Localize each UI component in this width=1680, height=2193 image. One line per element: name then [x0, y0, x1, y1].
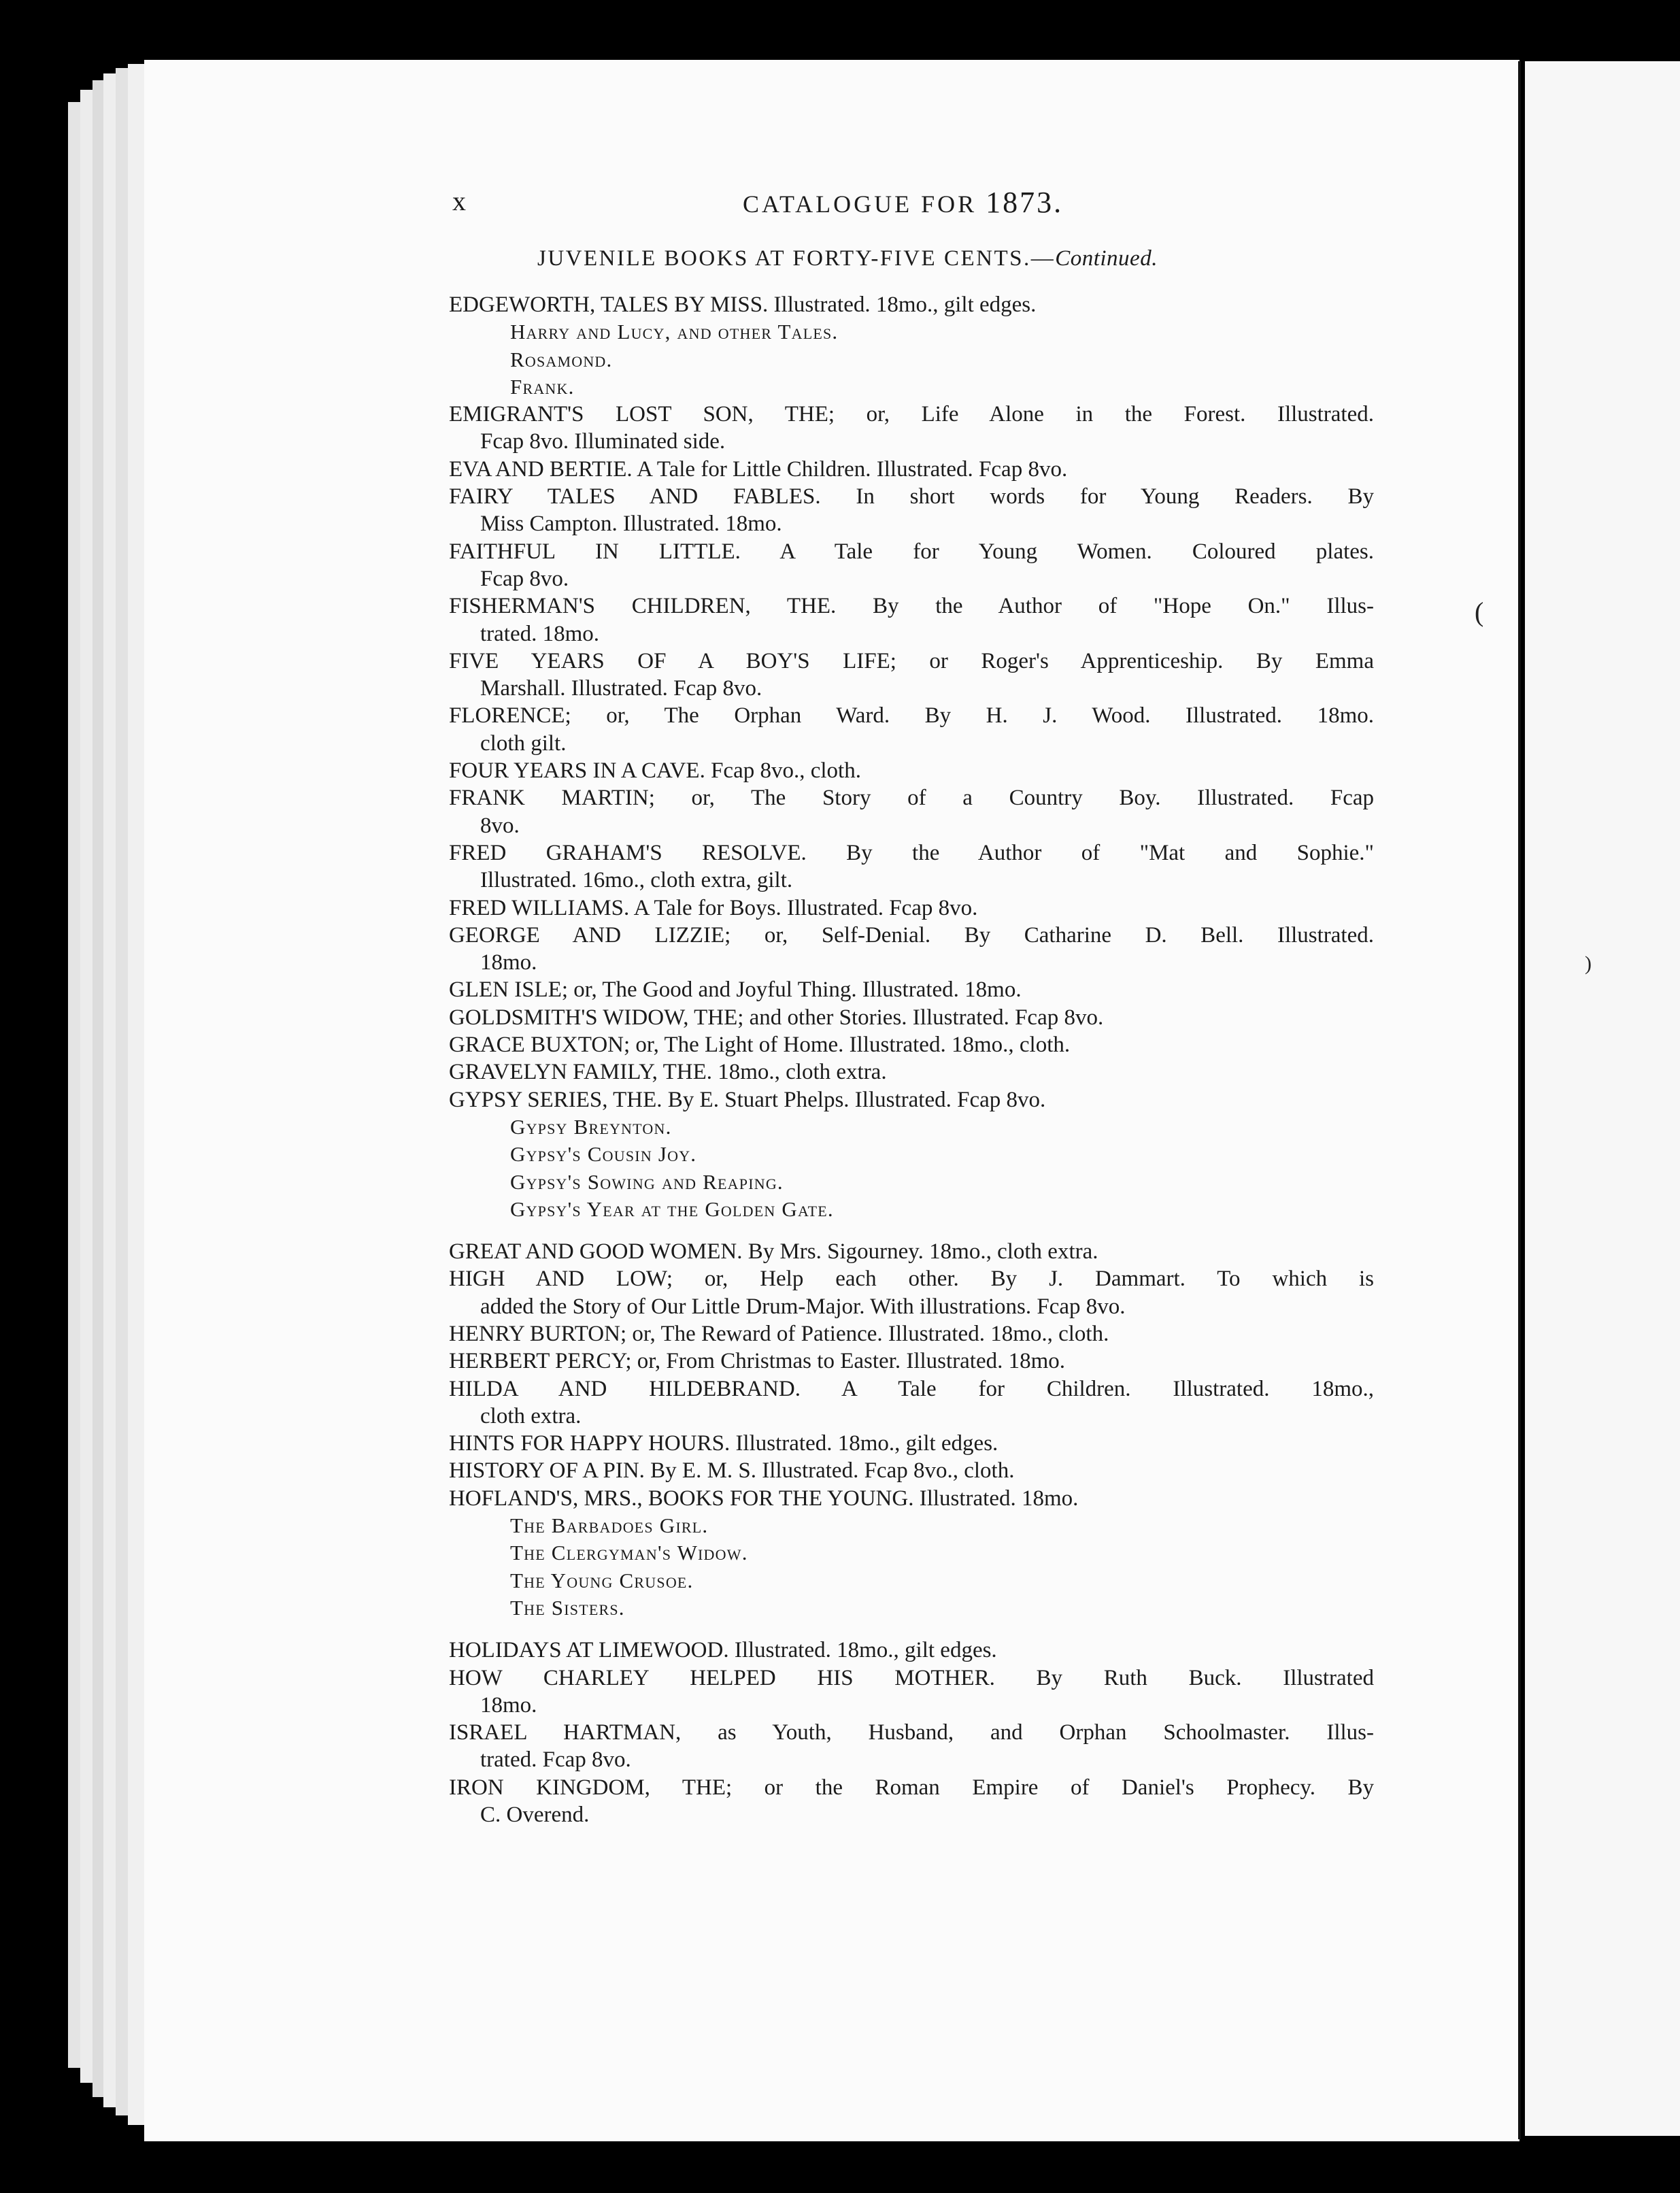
entry-title-line: GLEN ISLE; or, The Good and Joyful Thing. Illustrated. 18mo.	[449, 977, 1022, 1003]
catalogue-entry	[449, 1320, 1374, 1347]
entry-title-line: FAITHFUL IN LITTLE. A Tale for Young Women. Coloured plates.	[449, 539, 1374, 564]
entry-continuation-line: Marshall. Illustrated. Fcap 8vo.	[480, 676, 762, 701]
entry-continuation-line: trated. Fcap 8vo.	[480, 1747, 631, 1773]
entry-title-line: FLORENCE; or, The Orphan Ward. By H. J. Wood. Illustrated. 18mo.	[449, 703, 1374, 729]
spacer	[449, 1223, 1374, 1238]
catalogue-entry	[449, 1430, 1374, 1457]
catalogue-entry	[449, 401, 1374, 456]
catalogue-entry	[449, 1457, 1374, 1484]
entry-title-line: GRACE BUXTON; or, The Light of Home. Illustrated. 18mo., cloth.	[449, 1033, 1071, 1058]
sub-title: Harry and Lucy, and other Tales.	[510, 320, 839, 344]
entry-title-line: IRON KINGDOM, THE; or the Roman Empire of Daniel's Prophecy. By	[449, 1775, 1374, 1800]
sub-title: Rosamond.	[510, 347, 613, 371]
catalogue-entry	[449, 1347, 1374, 1375]
catalogue-list	[449, 291, 1374, 1828]
sub-title: Frank.	[510, 374, 575, 399]
entry-title-line: GEORGE AND LIZZIE; or, Self-Denial. By Catharine D. Bell. Illustrated.	[449, 922, 1374, 948]
entry-title-line: HERBERT PERCY; or, From Christmas to Easter. Illustrated. 18mo.	[449, 1349, 1066, 1374]
entry-title-line: HINTS FOR HAPPY HOURS. Illustrated. 18mo., gilt edges.	[449, 1431, 998, 1456]
entry-continuation-line: cloth extra.	[480, 1403, 582, 1428]
entry-title-line: HOW CHARLEY HELPED HIS MOTHER. By Ruth Buck. Illustrated	[449, 1665, 1374, 1690]
margin-mark: )	[1585, 952, 1592, 975]
entry-continuation-line: added the Story of Our Little Drum-Major. With illustrations. Fcap 8vo.	[480, 1294, 1126, 1319]
catalogue-entry	[449, 922, 1374, 977]
sub-title: The Clergyman's Widow.	[510, 1541, 748, 1565]
sub-title: The Sisters.	[510, 1595, 625, 1620]
catalogue-entry	[449, 456, 1374, 483]
catalogue-entry	[449, 483, 1374, 538]
entry-continuation-line: 8vo.	[480, 813, 520, 838]
sub-title: The Young Crusoe.	[510, 1568, 694, 1592]
catalogue-entry	[449, 1238, 1374, 1265]
catalogue-entry	[449, 702, 1374, 757]
catalogue-entry	[449, 1058, 1374, 1086]
catalogue-entry	[449, 784, 1374, 839]
entry-title-line: FRED WILLIAMS. A Tale for Boys. Illustrated. Fcap 8vo.	[449, 895, 978, 920]
page-number: x	[452, 186, 467, 216]
sub-title: Gypsy's Year at the Golden Gate.	[510, 1196, 834, 1221]
sub-title: Gypsy's Sowing and Reaping.	[510, 1169, 784, 1194]
entry-title-line: FAIRY TALES AND FABLES. In short words for Young Readers. By	[449, 484, 1374, 509]
entry-continuation-line: 18mo.	[480, 1692, 537, 1718]
entry-continuation-line: Fcap 8vo. Illuminated side.	[480, 429, 726, 454]
entry-continuation-line: trated. 18mo.	[480, 621, 600, 646]
entry-continuation-line: Fcap 8vo.	[480, 566, 569, 591]
entry-title-line: EDGEWORTH, TALES BY MISS. Illustrated. 18mo., gilt edges.	[449, 292, 1037, 317]
entry-title-line: GREAT AND GOOD WOMEN. By Mrs. Sigourney. 18mo., cloth extra.	[449, 1239, 1098, 1265]
margin-mark: (	[1475, 597, 1484, 627]
catalogue-entry	[449, 1637, 1374, 1664]
spacer	[449, 1622, 1374, 1637]
entry-title-line: GOLDSMITH'S WIDOW, THE; and other Stories. Illustrated. Fcap 8vo.	[449, 1005, 1104, 1030]
entry-title-line: HISTORY OF A PIN. By E. M. S. Illustrated. Fcap 8vo., cloth.	[449, 1458, 1015, 1484]
catalogue-entry	[449, 1086, 1374, 1238]
entry-continuation-line: 18mo.	[480, 950, 537, 975]
entry-title-line: HOFLAND'S, MRS., BOOKS FOR THE YOUNG. Illustrated. 18mo.	[449, 1486, 1079, 1511]
entry-continuation-line: Miss Campton. Illustrated. 18mo.	[480, 512, 782, 537]
entry-title-line: FRANK MARTIN; or, The Story of a Country Boy. Illustrated. Fcap	[449, 786, 1374, 811]
entry-title-line: ISRAEL HARTMAN, as Youth, Husband, and Orphan Schoolmaster. Illus-	[449, 1720, 1374, 1745]
entry-title-line: FIVE YEARS OF A BOY'S LIFE; or Roger's Apprenticeship. By Emma	[449, 648, 1374, 673]
entry-title-line: EVA AND BERTIE. A Tale for Little Children. Illustrated. Fcap 8vo.	[449, 456, 1068, 482]
catalogue-entry	[449, 592, 1374, 648]
entry-title-line: HOLIDAYS AT LIMEWOOD. Illustrated. 18mo., gilt edges.	[449, 1638, 997, 1663]
running-title-year: 1873.	[986, 186, 1064, 219]
catalogue-entry	[449, 839, 1374, 894]
entry-title-line: HILDA AND HILDEBRAND. A Tale for Children. Illustrated. 18mo.,	[449, 1376, 1374, 1401]
sub-title: Gypsy's Cousin Joy.	[510, 1142, 697, 1167]
sub-title: The Barbadoes Girl.	[510, 1513, 709, 1538]
catalogue-entry	[449, 1719, 1374, 1774]
catalogue-entry	[449, 976, 1374, 1003]
sub-title: Gypsy Breynton.	[510, 1114, 672, 1139]
section-heading-continued: Continued.	[1055, 246, 1158, 271]
entry-title-line: FOUR YEARS IN A CAVE. Fcap 8vo., cloth.	[449, 758, 861, 784]
entry-title-line: FRED GRAHAM'S RESOLVE. By the Author of "Mat and Sophie."	[449, 840, 1374, 865]
catalogue-entry	[449, 1031, 1374, 1058]
book-gutter	[1518, 61, 1521, 2139]
catalogue-entry	[449, 1664, 1374, 1720]
running-title: CATALOGUE FOR 1873.	[743, 186, 1064, 219]
catalogue-entry	[449, 1485, 1374, 1637]
entry-title-line: GYPSY SERIES, THE. By E. Stuart Phelps. Illustrated. Fcap 8vo.	[449, 1087, 1046, 1112]
entry-title-line: GRAVELYN FAMILY, THE. 18mo., cloth extra.	[449, 1060, 887, 1085]
catalogue-entry	[449, 894, 1374, 922]
entry-title-line: HENRY BURTON; or, The Reward of Patience. Illustrated. 18mo., cloth.	[449, 1321, 1109, 1346]
entry-title-line: HIGH AND LOW; or, Help each other. By J. Dammart. To which is	[449, 1267, 1374, 1292]
catalogue-entry	[449, 757, 1374, 784]
catalogue-entry	[449, 1265, 1374, 1320]
entry-title-line: EMIGRANT'S LOST SON, THE; or, Life Alone in the Forest. Illustrated.	[449, 402, 1374, 427]
entry-title-line: FISHERMAN'S CHILDREN, THE. By the Author of "Hope On." Illus-	[449, 594, 1374, 619]
catalogue-entry	[449, 648, 1374, 703]
catalogue-entry	[449, 291, 1374, 401]
catalogue-entry	[449, 1375, 1374, 1430]
facing-page	[1525, 61, 1680, 2136]
catalogue-entry	[449, 538, 1374, 593]
entry-continuation-line: C. Overend.	[480, 1803, 590, 1828]
section-heading: JUVENILE BOOKS AT FORTY-FIVE CENTS.—Continued.	[537, 246, 1158, 271]
running-header	[452, 185, 1636, 226]
catalogue-entry	[449, 1774, 1374, 1829]
catalogue-entry	[449, 1004, 1374, 1031]
entry-continuation-line: Illustrated. 16mo., cloth extra, gilt.	[480, 868, 793, 893]
entry-continuation-line: cloth gilt.	[480, 731, 567, 756]
